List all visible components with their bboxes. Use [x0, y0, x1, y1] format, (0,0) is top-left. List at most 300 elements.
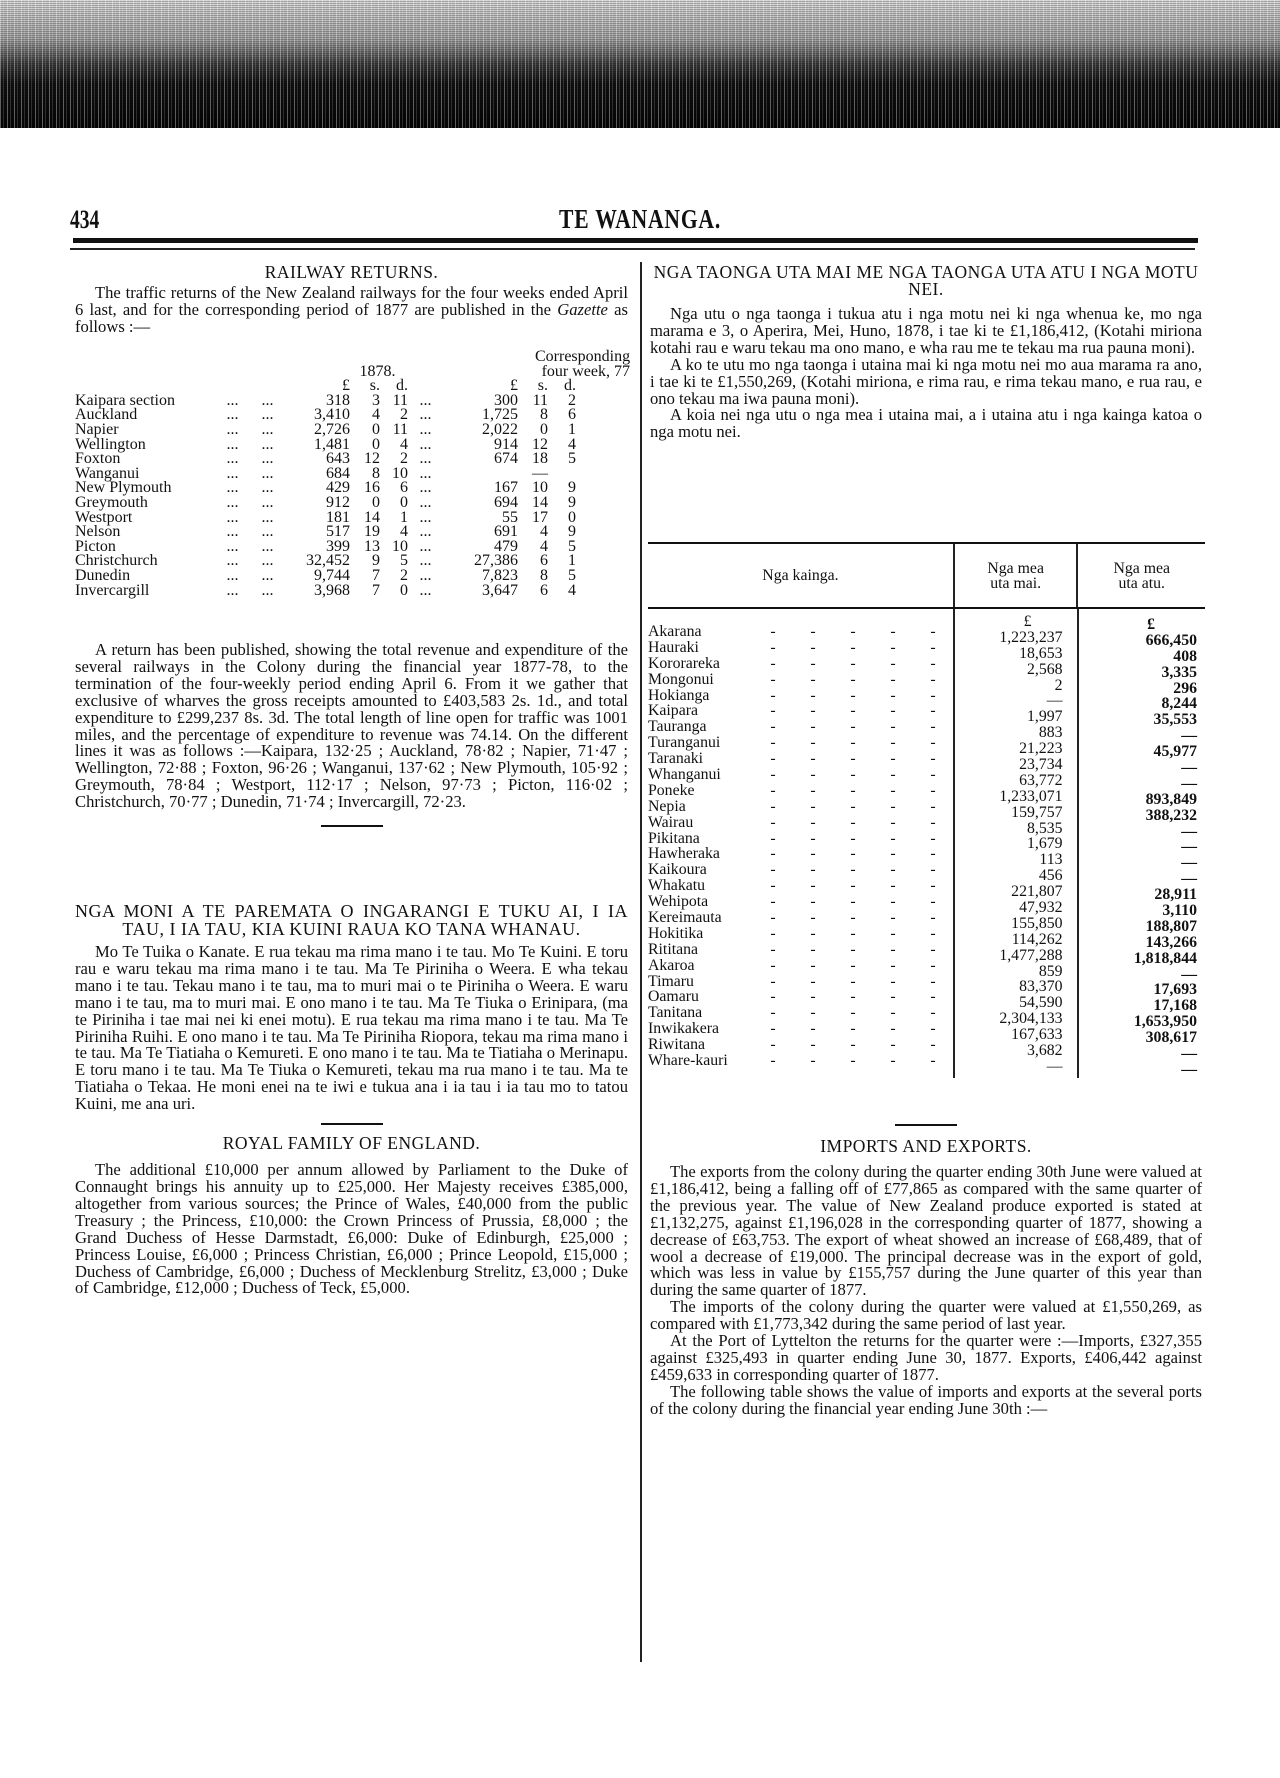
page-number: 434 [70, 205, 100, 234]
dash-leader: - [810, 813, 816, 831]
station-name: Christchurch [75, 552, 158, 570]
dash-leader: - [770, 829, 776, 847]
dot-leader: ... [419, 537, 432, 555]
dot-leader: ... [419, 406, 432, 424]
pence-1878: 11 [392, 420, 408, 438]
station-name: Kaipara section [75, 391, 175, 409]
nga-taonga-paragraph: Nga utu o nga taonga i tukua atu i nga motu nei ki nga whenua ke, mo nga marama e 3, o Aperira, Mei, Huno, 1878, i tae ki te £1,186,412, (Kotahi miriona kotahi rau e waru tekau ma ono mano, e wha rau me te tekau ma rua pauna moni). [650, 304, 1202, 357]
exports-value: 1,653,950 [1133, 1013, 1197, 1031]
imports-value: 1,997 [1026, 708, 1063, 726]
dash-leader: - [810, 702, 816, 720]
nga-moni-paragraph: Mo Te Tuika o Kanate. E rua tekau ma rima mano i te tau. Mo Te Kuini. E toru rau e waru tekau ma rima mano i te tau. Ma Te Piriniha o Weera. E wha tekau mano i te tau. Tekau mano i te tau, ma to muri mai o te Piriniha o Weera. E waru mano i te tau, ma to muri mai. E ono mano i te tau. Ma Te Tiuka o Erinipara, (ma te Piriniha i tae mai nei ki enei motu). E rua tekau ma rima mano i te tau. Ma Te Piriniha Ruihi. E ono mano i te tau. Ma Te Piriniha Riopora, tekau ma rima mano i te tau. Ma Te Tiatiaha o Kemureti. E ono mano i te tau. Ma te Tiatiaha o Merinapu. E toru mano i te tau. Ma Te Tiuka o Kemureti, tekau ma rua mano i te tau. Ma te Tiatiaha o Tekaa. He moni enei na te iwi e tukua ana i ia tau i ia tau mo to tatou Kuini, me ana uri. [75, 942, 628, 1114]
unit-shilling: s. [537, 377, 548, 395]
table-row [648, 767, 953, 783]
dot-leader: ... [419, 523, 432, 541]
dash-leader: - [930, 670, 936, 688]
dash-leader: - [930, 1036, 936, 1054]
pence-1877: 5 [568, 450, 576, 468]
station-name: Napier [75, 420, 119, 438]
pounds-1878: 2,726 [314, 420, 350, 438]
dash-leader: - [930, 924, 936, 942]
exports-value: 35,553 [1153, 711, 1197, 729]
table-row [75, 581, 630, 599]
dot-leader: ... [226, 435, 239, 453]
shillings-1877: 4 [540, 537, 548, 555]
dot-leader: ... [226, 581, 239, 599]
pence-1877: 4 [568, 581, 576, 599]
port-name: Whakatu [648, 877, 706, 895]
pounds-1878: 1,481 [314, 435, 350, 453]
col-header-label: Nga mea [987, 559, 1044, 577]
ports-exports-column [1077, 609, 1205, 1078]
station-name: New Plymouth [75, 479, 172, 497]
port-name: Oamaru [648, 988, 699, 1006]
port-name: Whanganui [648, 766, 721, 784]
dot-leader: ... [226, 420, 239, 438]
exports-value: 17,168 [1153, 997, 1197, 1015]
dash-leader: - [850, 718, 856, 736]
exports-value: 408 [1173, 647, 1197, 665]
dot-leader: ... [261, 391, 274, 409]
port-name: Wehipota [648, 893, 709, 911]
shillings-1877: 14 [532, 493, 548, 511]
col-header-place [648, 544, 953, 607]
pounds-1878: 3,968 [314, 581, 350, 599]
dash-leader: - [930, 718, 936, 736]
dash-leader: - [770, 924, 776, 942]
table-row [648, 974, 953, 990]
pounds-1877: 300 [494, 391, 518, 409]
dot-leader: ... [261, 479, 274, 497]
dash-leader: - [850, 670, 856, 688]
port-name: Kororareka [648, 654, 720, 672]
exports-value: — [1181, 759, 1197, 777]
nga-taonga-heading: NGA TAONGA UTA MAI ME NGA TAONGA UTA ATU I NGA MOTU NEI. [653, 262, 1199, 299]
dash-leader: - [770, 988, 776, 1006]
col-header-1877-sub: four week, 77 [541, 362, 630, 380]
exports-value: 143,266 [1145, 933, 1197, 951]
dash-leader: - [890, 750, 896, 768]
dash-leader: - [930, 909, 936, 927]
imports-value: 23,734 [1019, 756, 1063, 774]
dash-leader: - [770, 734, 776, 752]
exports-value: 308,617 [1145, 1029, 1197, 1047]
dash-leader: - [810, 956, 816, 974]
column-divider [640, 262, 642, 1662]
dash-leader: - [770, 1020, 776, 1038]
shillings-1878: 8 [372, 464, 380, 482]
ports-names-column [648, 609, 953, 1078]
unit-pound: £ [1023, 613, 1032, 630]
dash-leader: - [930, 734, 936, 752]
dash-leader: - [850, 940, 856, 958]
dash-leader: - [810, 1004, 816, 1022]
dash-leader: - [890, 956, 896, 974]
dash-leader: - [770, 766, 776, 784]
port-name: Inwikakera [648, 1020, 720, 1038]
shillings-1877: 11 [532, 391, 548, 409]
pence-1878: 1 [400, 508, 408, 526]
pence-1877: 0 [568, 508, 576, 526]
dash-leader: - [810, 670, 816, 688]
shillings-1877: 8 [540, 406, 548, 424]
shillings-1878: 13 [364, 537, 380, 555]
col-header-label: Nga mea [1113, 559, 1171, 577]
exports-value: — [1181, 774, 1197, 792]
dash-leader: - [850, 956, 856, 974]
imports-exports-heading: IMPORTS AND EXPORTS. [820, 1136, 1032, 1156]
col-header-1877: Corresponding [535, 348, 631, 365]
pence-1878: 2 [400, 406, 408, 424]
dash-leader: - [890, 670, 896, 688]
shillings-1877: 8 [540, 566, 548, 584]
dot-leader: ... [261, 537, 274, 555]
exports-value: — [1181, 838, 1197, 856]
imports-value: 2,568 [1026, 660, 1063, 678]
table-row [648, 735, 953, 751]
unit-pound: £ [1147, 616, 1155, 633]
port-name: Hokitika [648, 924, 704, 942]
railway-returns-heading: RAILWAY RETURNS. [264, 262, 439, 282]
imports-value: 221,807 [1011, 883, 1063, 901]
table-row [648, 656, 953, 672]
table-row [648, 910, 953, 926]
dash-leader: - [770, 638, 776, 656]
port-name: Akaroa [648, 956, 695, 974]
exports-value: — [1181, 1045, 1197, 1063]
dash-leader: - [850, 638, 856, 656]
dot-leader: ... [226, 406, 239, 424]
dash-leader: - [930, 861, 936, 879]
shillings-1878: 12 [364, 450, 380, 468]
imports-value: 1,679 [1026, 835, 1063, 853]
dot-leader: ... [226, 493, 239, 511]
pence-1878: 4 [400, 523, 408, 541]
station-name: Wanganui [75, 464, 140, 482]
intro-text: The traffic returns of the New Zealand railways for the four weeks ended April 6 last, and for the corresponding period of 1877 are published in the [75, 283, 628, 319]
dash-leader: - [770, 670, 776, 688]
shillings-1878: 7 [372, 581, 380, 599]
pounds-1878: 181 [326, 508, 350, 526]
pounds-1877: 167 [494, 479, 518, 497]
imports-value: — [1046, 692, 1063, 710]
dash-leader: - [930, 686, 936, 704]
port-name: Kaipara [648, 702, 698, 720]
ports-table [648, 542, 1205, 1078]
masthead-title: TE WANANGA. [558, 204, 722, 234]
shillings-1877: 12 [532, 435, 548, 453]
dash-leader: - [770, 623, 776, 640]
ports-imports-column [953, 609, 1077, 1078]
imports-value: 1,223,237 [999, 628, 1063, 646]
dot-leader: ... [261, 552, 274, 570]
shillings-1878: 16 [364, 479, 380, 497]
dash-leader: - [850, 813, 856, 831]
dash-leader: - [850, 1036, 856, 1054]
dash-leader: - [930, 813, 936, 831]
pounds-1878: 684 [326, 464, 350, 482]
dash-leader: - [770, 750, 776, 768]
dot-leader: ... [419, 450, 432, 468]
dash-leader: - [770, 1004, 776, 1022]
port-name: Rititana [648, 940, 699, 958]
dash-leader: - [810, 686, 816, 704]
pounds-1878: 429 [326, 479, 350, 497]
pounds-1877: 7,823 [482, 566, 518, 584]
nga-moni-article [75, 902, 628, 1297]
shillings-1877: 6 [540, 581, 548, 599]
royal-family-paragraph: The additional £10,000 per annum allowed by Parliament to the Duke of Connaught brings his annuity up to £25,000. Her Majesty receives £385,000, altogether from various sources; the Prince of Wales, £40,000 from the public Treasury ; the Princess, £10,000: the Crown Princess of Prussia, £8,000 ; the Grand Duchess of Hesse Darmstadt, £6,000: Duke of Edinburgh, £25,000 ; Princess Louise, £6,000 ; Princess Christian, £6,000 ; Prince Leopold, £15,000 ; Duchess of Cambridge, £6,000 ; Duchess of Mecklenburg Strelitz, £3,000 ; Duke of Cambridge, £12,000 ; Duchess of Teck, £5,000. [75, 1160, 628, 1298]
pence-1877: 9 [568, 523, 576, 541]
dash-leader: - [810, 861, 816, 879]
col-header-label: uta atu. [1118, 574, 1165, 592]
pence-1877: 5 [568, 566, 576, 584]
dash-leader: - [930, 829, 936, 847]
dot-leader: ... [419, 566, 432, 584]
table-row [648, 894, 953, 910]
dash-leader: - [890, 1004, 896, 1022]
pence-1877: 4 [568, 435, 576, 453]
pence-1877: 1 [568, 420, 576, 438]
imports-value: 1,233,071 [999, 787, 1063, 805]
dash-leader: - [810, 877, 816, 895]
dash-leader: - [810, 972, 816, 990]
railway-return-paragraph: A return has been published, showing the total revenue and expenditure of the several railways in the Colony during the financial year 1877-78, to the termination of the four-weekly period ending April 6. From it we gather that exclusive of wharves the gross receipts amounted to £403,583 2s. 1d., and total expenditure to £299,237 8s. 3d. The total length of line open for traffic was 1001 miles, and the percentage of expenditure to revenue was 74.14. On the different lines it was as follows :—Kaipara, 132·25 ; Auckland, 78·82 ; Napier, 71·47 ; Wellington, 72·88 ; Foxton, 96·26 ; Wanganui, 137·62 ; New Plymouth, 105·92 ; Greymouth, 78·84 ; Westport, 112·17 ; Nelson, 97·73 ; Picton, 116·02 ; Christchurch, 70·77 ; Dunedin, 71·74 ; Invercargill, 72·23. [75, 640, 628, 812]
dash-leader: - [850, 988, 856, 1006]
pence-1878: 4 [400, 435, 408, 453]
nga-moni-heading: NGA MONI A TE PAREMATA O INGARANGI E TUKU AI, I IA TAU, I IA TAU, KIA KUINI RAUA KO TANA WHANAU. [75, 901, 628, 939]
dash-leader: - [850, 1004, 856, 1022]
imports-value: 2,304,133 [999, 1010, 1063, 1028]
section-rule [321, 1123, 383, 1125]
dot-leader: ... [261, 435, 274, 453]
shillings-1877: 17 [532, 508, 548, 526]
shillings-1878: 0 [372, 435, 380, 453]
dash-leader: - [930, 988, 936, 1006]
dash-leader: - [770, 702, 776, 720]
station-name: Dunedin [75, 566, 131, 584]
dash-leader: - [770, 861, 776, 879]
dash-leader: - [890, 972, 896, 990]
dash-leader: - [850, 1020, 856, 1038]
dash-leader: - [890, 940, 896, 958]
dash-leader: - [930, 1004, 936, 1022]
railway-table-body [75, 391, 630, 599]
dash-leader: - [810, 781, 816, 799]
dash-leader: - [810, 750, 816, 768]
dash-leader: - [890, 1052, 896, 1070]
dash-leader: - [930, 766, 936, 784]
pounds-1877: 674 [494, 450, 518, 468]
unit-shilling: s. [369, 377, 380, 395]
dash-leader: - [770, 972, 776, 990]
imports-value: 54,590 [1019, 994, 1063, 1012]
dash-leader: - [890, 718, 896, 736]
dash-leader: - [850, 924, 856, 942]
nga-taonga-article [650, 264, 1202, 441]
table-row [648, 719, 953, 735]
ports-table-body [648, 609, 1205, 1078]
station-name: Foxton [75, 450, 121, 468]
dash-leader: - [890, 924, 896, 942]
table-row [648, 989, 953, 1005]
shillings-1877: 10 [532, 479, 548, 497]
railway-returns-intro [75, 285, 628, 336]
dash-leader: - [930, 877, 936, 895]
imports-exports-paragraph: The following table shows the value of imports and exports at the several ports of the colony during the financial year ending June 30th :— [650, 1381, 1202, 1418]
dash-leader: - [850, 893, 856, 911]
port-name: Pikitana [648, 829, 700, 847]
shillings-1878: 19 [364, 523, 380, 541]
dot-leader: ... [226, 566, 239, 584]
port-name: Hawheraka [648, 845, 720, 863]
port-name: Hokianga [648, 686, 710, 704]
imports-value: 2 [1054, 676, 1063, 694]
col-header-imports [953, 544, 1077, 607]
dash-leader: - [770, 686, 776, 704]
dash-leader: - [890, 638, 896, 656]
dot-leader: ... [419, 552, 432, 570]
pounds-1877: 914 [494, 435, 518, 453]
dot-leader: ... [261, 406, 274, 424]
exports-value: — [1181, 822, 1197, 840]
dash-leader: - [850, 734, 856, 752]
dot-leader: ... [261, 450, 274, 468]
col-header-place-label: Nga kainga. [762, 567, 839, 584]
port-name: Hauraki [648, 638, 699, 656]
port-name: Taranaki [648, 750, 704, 768]
port-name: Timaru [648, 972, 694, 990]
shillings-1878: 0 [372, 420, 380, 438]
pence-1877: 5 [568, 537, 576, 555]
exports-value: 296 [1173, 679, 1197, 697]
pounds-1878: 9,744 [314, 566, 350, 584]
imports-value: 113 [1039, 851, 1063, 869]
dot-leader: ... [261, 420, 274, 438]
pence-1878: 10 [392, 537, 408, 555]
station-name: Wellington [75, 435, 146, 453]
imports-value: 83,370 [1019, 978, 1063, 996]
dash-leader: - [810, 638, 816, 656]
dash-leader: - [890, 893, 896, 911]
table-row [648, 878, 953, 894]
dash-leader: - [930, 623, 936, 640]
pounds-1877: 55 [502, 508, 518, 526]
dash-leader: - [890, 702, 896, 720]
dash-leader: - [930, 1020, 936, 1038]
port-name: Nepia [648, 797, 686, 815]
dash-leader: - [890, 734, 896, 752]
dash-leader: - [850, 845, 856, 863]
dash-leader: - [810, 940, 816, 958]
port-name: Poneke [648, 781, 695, 799]
imports-value: 63,772 [1019, 771, 1063, 789]
dash-leader: - [850, 909, 856, 927]
table-row [648, 815, 953, 831]
gazette-italic: Gazette [557, 299, 608, 319]
shillings-1877: 4 [540, 523, 548, 541]
dash-leader: - [850, 654, 856, 672]
imports-exports-paragraph: At the Port of Lyttelton the returns for the quarter were :—Imports, £327,355 against £325,493 in quarter ending June 30, 1877. Exports, £406,442 against £459,633 in corresponding quarter of 1877. [650, 1331, 1202, 1384]
dash-leader: - [890, 1020, 896, 1038]
imports-value: 8,535 [1026, 819, 1063, 837]
dot-leader: ... [261, 464, 274, 482]
table-row [648, 846, 953, 862]
shillings-1877: 18 [532, 450, 548, 468]
dash-leader: - [810, 654, 816, 672]
dash-leader: - [810, 988, 816, 1006]
pence-1878: 0 [400, 581, 408, 599]
dash-leader: - [930, 781, 936, 799]
dash-leader: - [930, 797, 936, 815]
dash-leader: - [890, 829, 896, 847]
dash-leader: - [770, 845, 776, 863]
port-name: Riwitana [648, 1036, 706, 1054]
shillings-1878: 9 [372, 552, 380, 570]
dot-leader: ... [419, 493, 432, 511]
dash-leader: - [810, 1052, 816, 1070]
dash-leader: - [810, 924, 816, 942]
port-name: Whare-kauri [648, 1052, 728, 1070]
unit-pence: d. [396, 377, 408, 395]
exports-value: 666,450 [1145, 631, 1197, 649]
dash-leader: - [770, 956, 776, 974]
dash-leader: - [930, 893, 936, 911]
dash-leader: - [890, 623, 896, 640]
shillings-1877: 6 [540, 552, 548, 570]
dash-leader: - [810, 734, 816, 752]
dash-leader: - [930, 972, 936, 990]
dash-leader: - [850, 877, 856, 895]
dash-leader: - [850, 750, 856, 768]
pence-1878: 10 [392, 464, 408, 482]
table-row [648, 942, 953, 958]
dash-leader: - [770, 893, 776, 911]
pence-1877: 2 [568, 391, 576, 409]
dash-leader: - [810, 1020, 816, 1038]
dash-leader: - [850, 686, 856, 704]
pounds-1878: 912 [326, 493, 350, 511]
port-name: Wairau [648, 813, 694, 831]
dash-leader: - [810, 893, 816, 911]
table-row [648, 783, 953, 799]
dash-leader: - [930, 940, 936, 958]
dash-leader: - [890, 861, 896, 879]
table-row [648, 958, 953, 974]
pounds-1878: 517 [326, 523, 350, 541]
imports-value: 114,262 [1011, 930, 1063, 948]
port-name: Kaikoura [648, 861, 707, 879]
station-name: Picton [75, 537, 116, 555]
dash-leader: - [890, 654, 896, 672]
pence-1878: 5 [400, 552, 408, 570]
station-name: Auckland [75, 406, 138, 424]
dot-leader: ... [261, 581, 274, 599]
ports-table-header [648, 542, 1205, 609]
pounds-1878: 643 [326, 450, 350, 468]
exports-value: 8,244 [1161, 695, 1197, 713]
shillings-1877: — [532, 464, 548, 482]
dash-leader: - [810, 766, 816, 784]
dot-leader: ... [226, 479, 239, 497]
pence-1877: 9 [568, 493, 576, 511]
exports-value: 3,110 [1162, 902, 1197, 920]
railway-return-paragraph-block [75, 642, 628, 827]
dash-leader: - [930, 1052, 936, 1070]
dash-leader: - [930, 956, 936, 974]
table-row [648, 688, 953, 704]
pence-1878: 2 [400, 450, 408, 468]
